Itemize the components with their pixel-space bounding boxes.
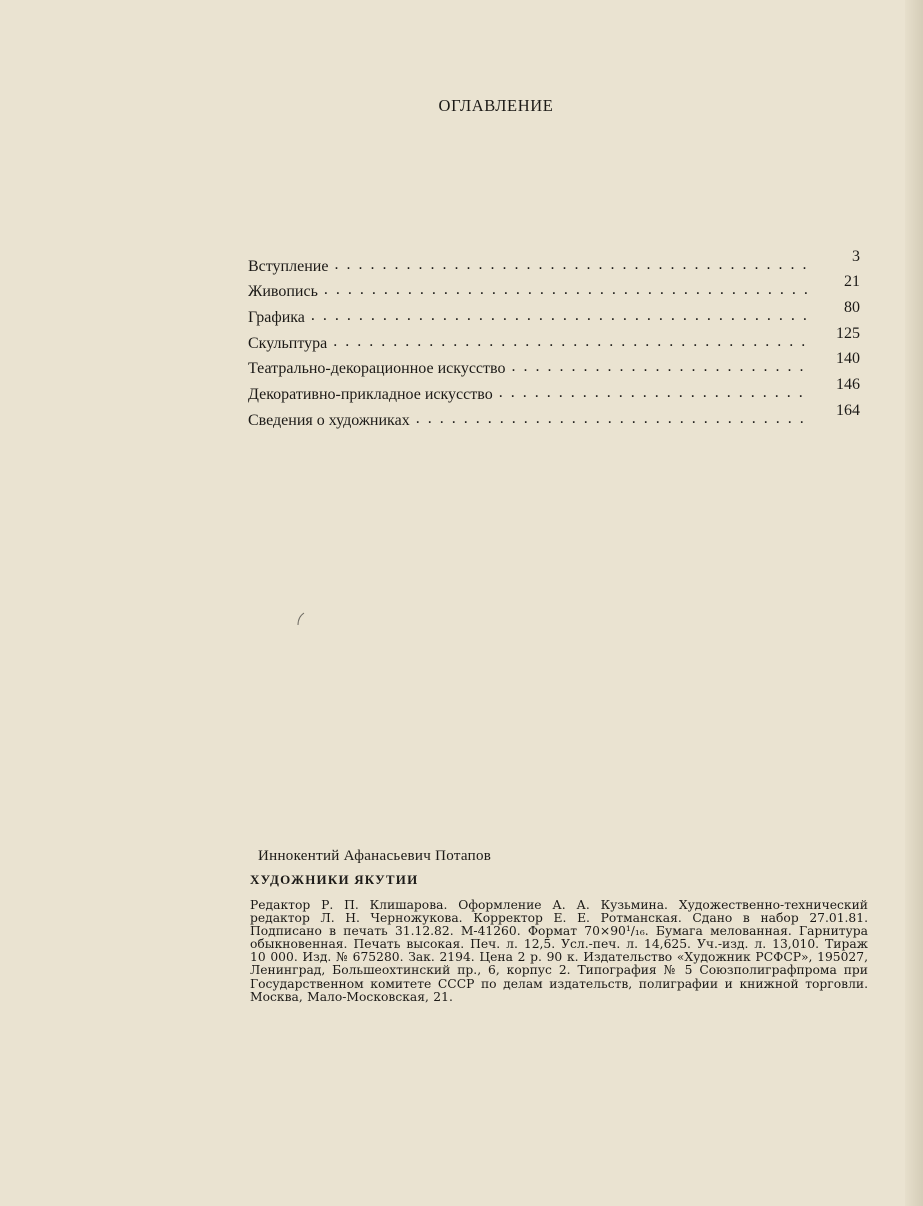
toc-entry-page: 21 bbox=[844, 273, 860, 291]
toc-title: ОГЛАВЛЕНИЕ bbox=[438, 96, 554, 115]
author-name: Иннокентий Афанасьевич Потапов bbox=[258, 848, 492, 864]
toc-entry-theatre-art bbox=[248, 350, 860, 379]
toc-entry-page: 80 bbox=[844, 299, 860, 317]
colophon-text: Редактор Р. П. Клишарова. Оформление А. А. Кузьмина. Художественно-технический редактор Л. Н. Черножукова. Корректор Е. Е. Ротманская. Сдано в набор 27.01.81. Подписано в печать 31.12.82. М-41260. Формат 70×90¹/₁₆. Бумага мелованная. Гарнитура обыкновенная. Печать высокая. Печ. л. 12,5. Усл.-печ. л. 14,625. Уч.-изд. л. 13,010. Тираж 10 000. Изд. № 675280. Зак. 2194. Цена 2 р. 90 к. Издательство «Художник РСФСР», 195027, Ленинград, Большеохтинский пр., 6, корпус 2. Типография № 5 Союзполиграфпрома при Государственном комитете СССР по делам издательств, полиграфии и книжной торговли. Москва, Мало-Московская, 21. bbox=[250, 898, 868, 1004]
book-title: ХУДОЖНИКИ ЯКУТИИ bbox=[250, 872, 419, 887]
toc-entry-label: Декоративно-прикладное искусство bbox=[248, 386, 493, 404]
dot-leader bbox=[499, 385, 808, 404]
toc-entry-label: Графика bbox=[248, 309, 305, 327]
dot-leader bbox=[311, 308, 808, 327]
dot-leader bbox=[333, 334, 808, 353]
pencil-mark bbox=[296, 612, 306, 626]
toc-entry-label: Вступление bbox=[248, 257, 329, 275]
toc-entry-sculpture bbox=[248, 324, 860, 353]
page-edge-shadow bbox=[905, 0, 923, 1206]
dot-leader bbox=[334, 257, 808, 276]
toc-entry-label: Сведения о художниках bbox=[248, 411, 410, 429]
toc-entry-page: 140 bbox=[836, 350, 860, 368]
imprint-block bbox=[250, 848, 868, 1004]
toc-list bbox=[248, 247, 860, 430]
toc-entry-label: Скульптура bbox=[248, 334, 328, 352]
toc-entry-page: 146 bbox=[836, 376, 860, 394]
toc-entry-label: Театрально-декорационное искусство bbox=[248, 360, 506, 378]
toc-entry-painting bbox=[248, 273, 860, 302]
toc-entry-introduction bbox=[248, 247, 860, 276]
toc-entry-page: 125 bbox=[836, 324, 860, 342]
dot-leader bbox=[416, 411, 808, 430]
toc-entry-label: Живопись bbox=[248, 283, 318, 301]
toc-entry-artists-info bbox=[248, 401, 860, 430]
toc-entry-page: 164 bbox=[836, 401, 860, 419]
dot-leader bbox=[511, 359, 808, 378]
dot-leader bbox=[324, 282, 808, 301]
toc-entry-page: 3 bbox=[852, 247, 860, 265]
toc-entry-decorative-art bbox=[248, 378, 860, 404]
toc-entry-graphics bbox=[248, 301, 860, 327]
